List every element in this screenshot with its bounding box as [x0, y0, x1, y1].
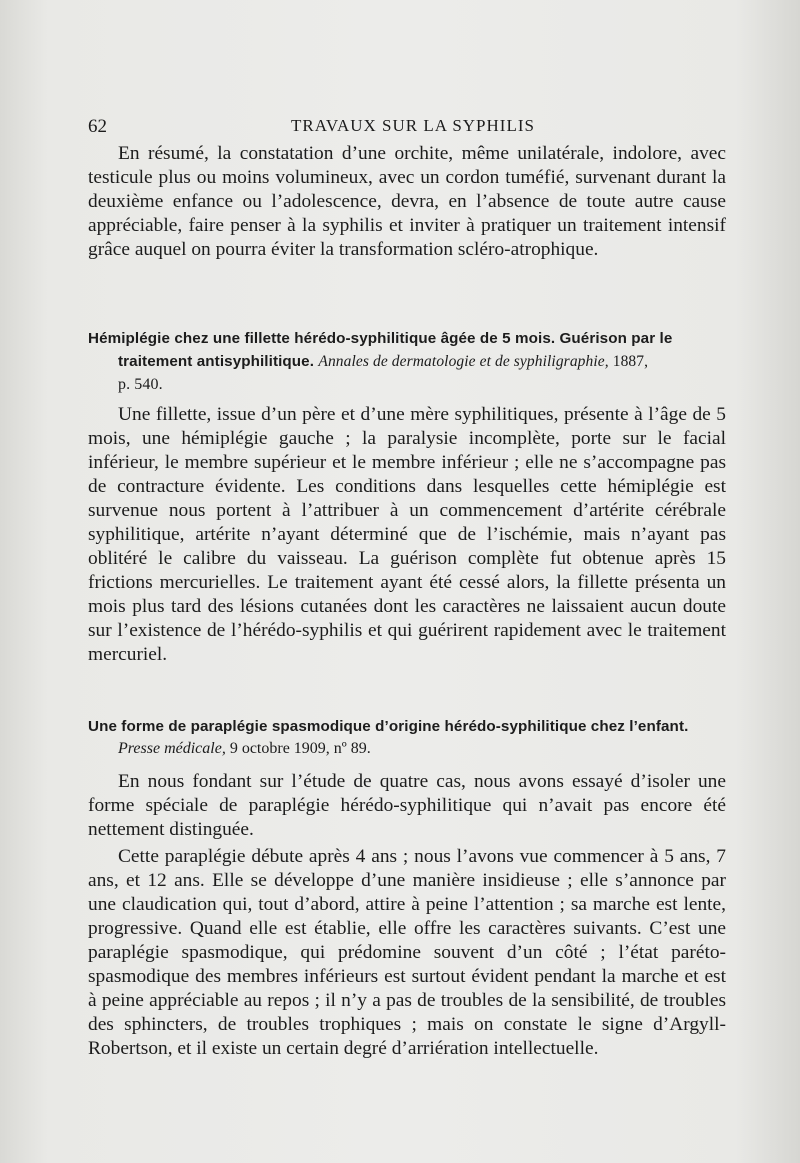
section2-citation-source: Presse médicale,	[118, 740, 226, 757]
section1-citation-source: Annales de dermatologie et de syphiligraphie,	[318, 353, 609, 370]
section2-citation-detail: 9 octobre 1909, nº 89.	[229, 740, 371, 757]
section2-title: Une forme de paraplégie spasmodique d’origine hérédo-syphilitique chez l’enfant.	[88, 718, 689, 735]
section1-title-line2-row	[88, 350, 728, 373]
section1-citation-year: 1887,	[612, 353, 649, 370]
running-title: TRAVAUX SUR LA SYPHILIS	[291, 116, 535, 135]
section1-citation-pages: p. 540.	[118, 376, 163, 393]
section1-citation	[318, 353, 648, 370]
summary-paragraph: En résumé, la constatation d’une orchite, même unilatérale, indolore, avec testicule plus ou moins volumineux, avec un cordon tuméfié, survenant durant la deuxième enfance ou l’adolescence, devra, en l’absence de toute autre cause appréciable, faire penser à la syphilis et inviter à pratiquer un traitement intensif grâce auquel on pourra éviter la transformation scléro-atrophique.	[88, 143, 726, 260]
page-number: 62	[88, 116, 107, 137]
section2-citation	[118, 737, 371, 760]
section1-title-line2: traitement antisyphilitique.	[118, 353, 315, 370]
section1-title-line1: Hémiplégie chez une fillette hérédo-syphilitique âgée de 5 mois. Guérison par le	[88, 330, 673, 347]
section1-heading	[88, 327, 728, 396]
section1-body: Une fillette, issue d’un père et d’une mère syphilitiques, présente à l’âge de 5 mois, une hémiplégie gauche ; la paralysie incomplète, porte sur le facial inférieur, le membre supérieur et le membre inférieur ; elle ne s’accompagne pas de contracture évidente. Les conditions dans lesquelles cette hémiplégie est survenue nous portent à l’attribuer à un commencement d’artérite cérébrale syphilitique, artérite n’ayant déterminé que de l’ischémie, mais n’ayant pas oblitéré le calibre du vaisseau. La guérison complète fut obtenue après 15 frictions mercurielles. Le traitement ayant été cessé alors, la fillette présenta un mois plus tard des lésions cutanées dont les caractères ne laissaient aucun doute sur l’existence de l’hérédo-syphilis et qui guérirent rapidement avec le traitement mercuriel.	[88, 404, 726, 665]
section2-paragraph2: Cette paraplégie débute après 4 ans ; nous l’avons vue commencer à 5 ans, 7 ans, et 12 ans. Elle se développe d’une manière insidieuse ; elle s’annonce par une claudication qui, tout d’abord, attire à peine l’attention ; sa marche est lente, progressive. Quand elle est établie, elle offre les caractères suivants. C’est une paraplégie spasmodique, qui prédomine souvent d’un côté ; l’état paréto-spasmodique des membres inférieurs est surtout évident pendant la marche et est à peine appréciable au repos ; il n’y a pas de troubles de la sensibilité, de troubles des sphincters, de troubles trophiques ; mais on constate le signe d’Argyll-Robertson, et il existe un certain degré d’arriération intellectuelle.	[88, 846, 726, 1059]
section2-paragraph1: En nous fondant sur l’étude de quatre cas, nous avons essayé d’isoler une forme spéciale de paraplégie hérédo-syphilitique qui n’avait pas encore été nettement distinguée.	[88, 771, 726, 840]
page-header	[88, 116, 738, 142]
section2-heading	[88, 715, 728, 738]
